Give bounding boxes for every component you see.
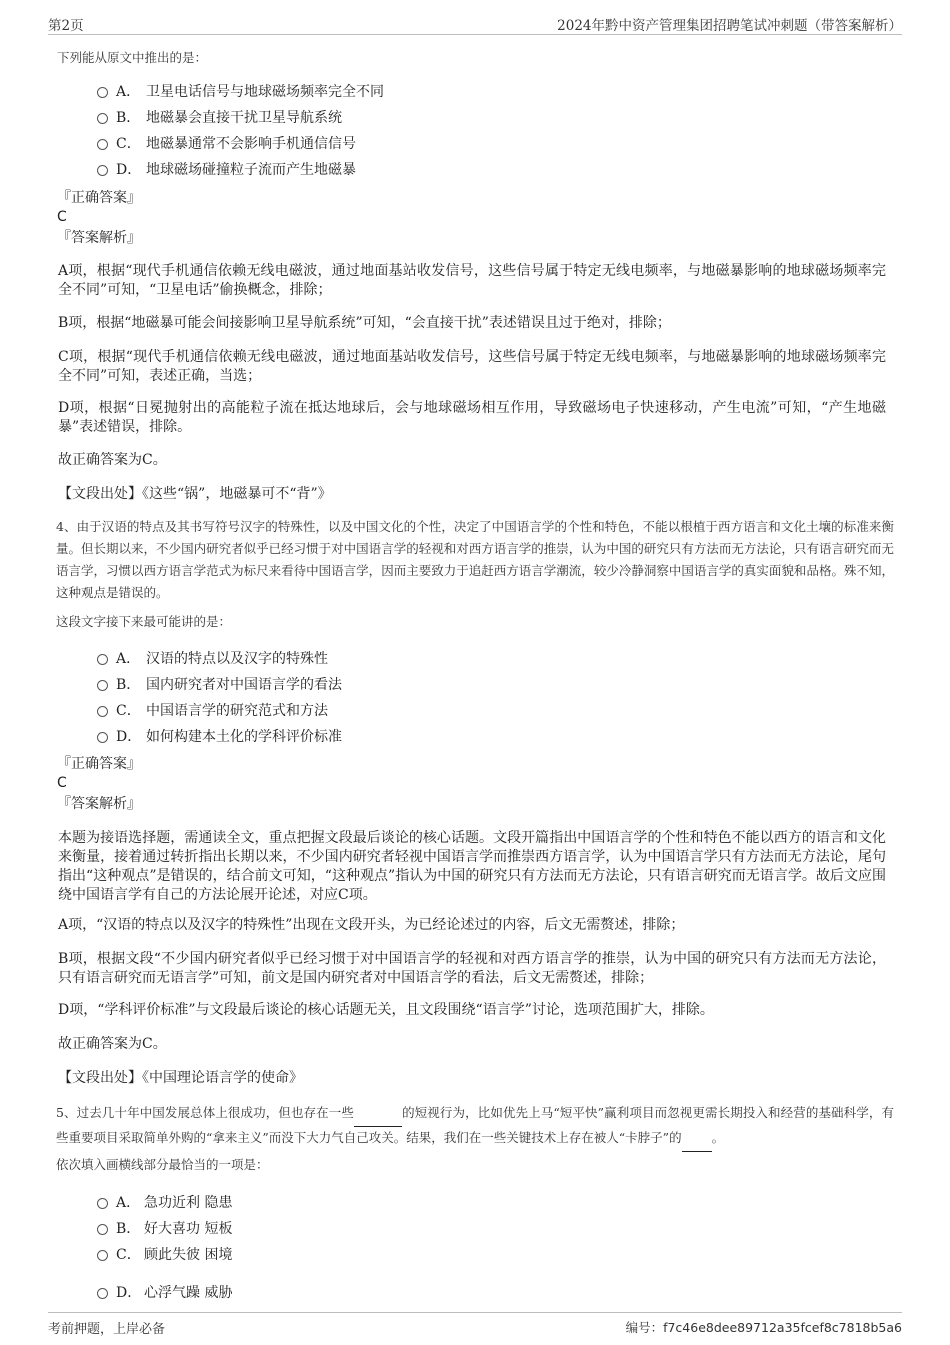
page-header: [48, 14, 902, 35]
q3-option-c[interactable]: C． 地磁暴通常不会影响手机通信信号: [97, 134, 356, 154]
radio-icon[interactable]: [97, 1198, 108, 1209]
q3-conclusion: 故正确答案为C。: [58, 452, 167, 468]
q4-analysis-a: A项，“汉语的特点以及汉字的特殊性”出现在文段开头，为已经论述过的内容，后文无需赘述，排除；: [58, 917, 685, 933]
footer-slogan: 考前押题，上岸必备: [48, 1322, 166, 1337]
radio-icon[interactable]: [97, 165, 108, 176]
q4-passage: 4、由于汉语的特点及其书写符号汉字的特殊性，以及中国文化的个性，决定了中国语言学的个性和特色，不能以根植于西方语言和文化土壤的标准来衡量。但长期以来，不少国内研究者似乎已经习惯于对中国语言学的轻视和对西方语言学的推崇，认为中国的研究只有方法而无方法论，只有语言研究而无语言学，习惯以西方语言学范式为标尺来看待中国语言学，因而主要致力于追赶西方语言学潮流，较少冷静洞察中国语言学的真实面貌和品格。殊不知，这种观点是错误的。: [56, 519, 894, 600]
q4-option-d[interactable]: D． 如何构建本土化的学科评价标准: [97, 727, 342, 747]
radio-icon[interactable]: [97, 1288, 108, 1299]
radio-icon[interactable]: [97, 113, 108, 124]
q3-analysis-b: B项，根据“地磁暴可能会间接影响卫星导航系统”可知，“会直接干扰”表述错误且过于绝对，排除；: [58, 315, 671, 331]
q3-option-b[interactable]: B． 地磁暴会直接干扰卫星导航系统: [97, 108, 342, 128]
q3-prompt: 下列能从原文中推出的是：: [57, 50, 208, 65]
radio-icon[interactable]: [97, 732, 108, 743]
q5-passage: 5、过去几十年中国发展总体上很成功，但也存在一些 的短视行为，比如优先上马“短平快”赢利项目而忽视更需长期投入和经营的基础科学，有些重要项目采取简单外购的“拿来主义”而没下大力气自己攻关。结果，我们在一些关键技术上存在被人“卡脖子”的 。: [56, 1102, 894, 1152]
radio-icon[interactable]: [97, 139, 108, 150]
document-title: 2024年黔中资产管理集团招聘笔试冲刺题（带答案解析）: [557, 18, 902, 34]
page-number: 第2页: [48, 18, 84, 34]
q4-answer-label: 『正确答案』: [57, 756, 141, 772]
q5-option-d[interactable]: D． 心浮气躁 威胁: [97, 1283, 232, 1303]
q4-option-a[interactable]: A． 汉语的特点以及汉字的特殊性: [97, 649, 328, 669]
q4-answer: C: [57, 775, 67, 791]
q4-option-c[interactable]: C． 中国语言学的研究范式和方法: [97, 701, 328, 721]
q4-analysis-b: B项，根据文段“不少国内研究者似乎已经习惯于对中国语言学的轻视和对西方语言学的推崇，认为中国的研究只有方法而无方法论，只有语言研究而无语言学”可知，前文是国内研究者对中国语言学的看法，后文无需赘述，排除；: [58, 951, 886, 986]
blank-2: [682, 1129, 712, 1152]
q3-answer: C: [57, 209, 67, 225]
q3-source: 【文段出处】《这些“锅”，地磁暴可不“背”》: [58, 486, 332, 502]
q4-analysis-label: 『答案解析』: [57, 796, 141, 812]
q3-analysis-d: D项，根据“日冕抛射出的高能粒子流在抵达地球后，会与地球磁场相互作用，导致磁场电子快速移动，产生电流”可知，“产生地磁暴”表述错误，排除。: [58, 400, 886, 435]
q4-analysis-d: D项，“学科评价标准”与文段最后谈论的核心话题无关，且文段围绕“语言学”讨论，选项范围扩大，排除。: [58, 1002, 714, 1018]
radio-icon[interactable]: [97, 706, 108, 717]
q3-answer-label: 『正确答案』: [57, 190, 141, 206]
q4-source: 【文段出处】《中国理论语言学的使命》: [58, 1070, 303, 1086]
q3-option-a[interactable]: A． 卫星电话信号与地球磁场频率完全不同: [97, 82, 384, 102]
page-footer: [48, 1312, 902, 1339]
q4-conclusion: 故正确答案为C。: [58, 1036, 167, 1052]
q3-analysis-label: 『答案解析』: [57, 230, 141, 246]
q5-prompt: 依次填入画横线部分最恰当的一项是：: [56, 1157, 269, 1172]
q5-option-c[interactable]: C． 顾此失彼 困境: [97, 1245, 232, 1265]
q3-analysis-c: C项，根据“现代手机通信依赖无线电磁波，通过地面基站收发信号，这些信号属于特定无线电频率，与地磁暴影响的地球磁场频率完全不同”可知，表述正确，当选；: [58, 349, 886, 384]
q3-option-d[interactable]: D． 地球磁场碰撞粒子流而产生地磁暴: [97, 160, 356, 180]
document-code: 编号：f7c46e8dee89712a35fcef8c7818b5a6: [625, 1320, 902, 1335]
q4-option-b[interactable]: B． 国内研究者对中国语言学的看法: [97, 675, 342, 695]
blank-1: [354, 1104, 402, 1127]
q4-prompt: 这段文字接下来最可能讲的是：: [56, 614, 232, 629]
q5-option-a[interactable]: A． 急功近利 隐患: [97, 1193, 232, 1213]
q5-option-b[interactable]: B． 好大喜功 短板: [97, 1219, 232, 1239]
radio-icon[interactable]: [97, 680, 108, 691]
q4-analysis-intro: 本题为接语选择题，需通读全文，重点把握文段最后谈论的核心话题。文段开篇指出中国语言学的个性和特色不能以西方的语言和文化来衡量，接着通过转折指出长期以来，不少国内研究者轻视中国语言学而推崇西方语言学，认为中国语言学只有方法而无方法论，尾句指出“这种观点”是错误的，结合前文可知，“这种观点”指认为中国的研究只有方法而无方法论，只有语言研究而无语言学。故后文应围绕中国语言学有自己的方法论展开论述，对应C项。: [58, 830, 886, 903]
radio-icon[interactable]: [97, 1224, 108, 1235]
radio-icon[interactable]: [97, 1250, 108, 1261]
radio-icon[interactable]: [97, 654, 108, 665]
radio-icon[interactable]: [97, 87, 108, 98]
q3-analysis-a: A项，根据“现代手机通信依赖无线电磁波，通过地面基站收发信号，这些信号属于特定无线电频率，与地磁暴影响的地球磁场频率完全不同”可知，“卫星电话”偷换概念，排除；: [58, 263, 886, 298]
